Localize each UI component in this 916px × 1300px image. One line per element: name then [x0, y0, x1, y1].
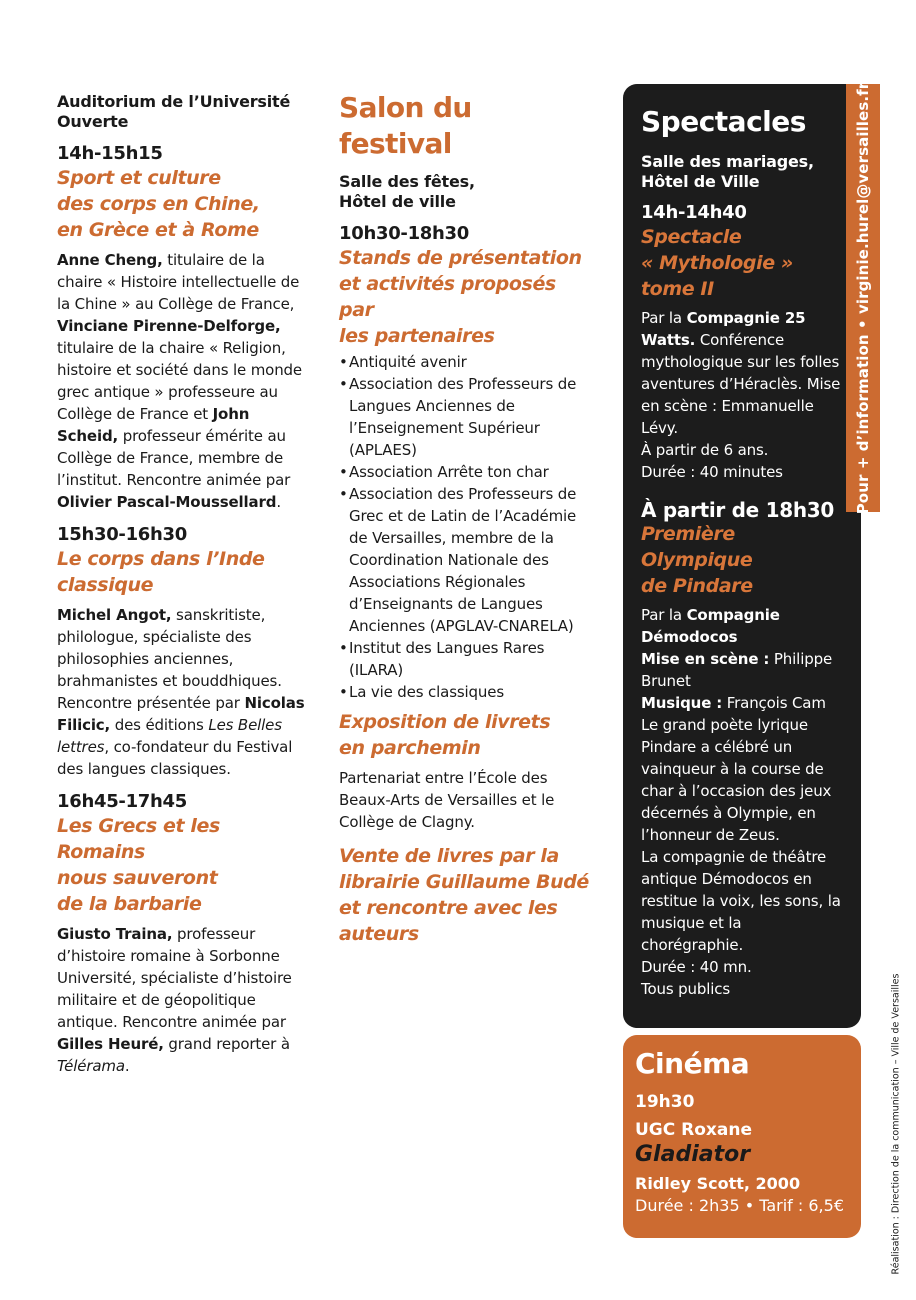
event-description: Anne Cheng, titulaire de la chaire « Histoire intellectuelle de la Chine » au Collège de France, Vinciane Pirenne-Delforge, titulaire de la chaire « Religion, histoire et société dans le monde grec antique » professeure au Collège de France et John Scheid, professeur émérite au Collège de France, membre de l’institut. Rencontre animée par Olivier Pascal-Moussellard. [57, 251, 303, 511]
list-item: • Institut des Langues Rares (ILARA) [339, 637, 589, 681]
event-description: Par la Compagnie Démodocos Mise en scène : Philippe Brunet Musique : François Cam Le grand poète lyrique Pindare a célébré un vainqueur à la course de char à l’occasion des jeux décernés à Olympie, en l’honneur de Zeus. La compagnie de théâtre antique Démodocos en restitue la voix, les sons, la musique et la chorégraphie. Durée : 40 mn. Tous publics [641, 606, 841, 998]
film-title: Gladiator [635, 1142, 751, 1167]
venue-salle-des-mariages: Salle des mariages, Hôtel de Ville [641, 152, 814, 191]
event-time: 16h45-17h45 [57, 791, 187, 812]
list-item: • Association Arrête ton char [339, 461, 589, 483]
list-item: • Association des Professeurs de Grec et de Latin de l’Académie de Versailles, membre de la Coordination Nationale des Associations Régionales d’Enseignants de Langues Anciennes (APGLAV-CNARELA) [339, 483, 589, 637]
list-item: • Antiquité avenir [339, 351, 589, 373]
event-description: Partenariat entre l’École des Beaux-Arts de Versailles et le Collège de Clagny. [339, 769, 555, 831]
auditorium-column [57, 92, 307, 1077]
spectacles-panel [623, 84, 861, 1028]
event-title: Spectacle « Mythologie » tome II [641, 226, 793, 300]
event-description: Par la Compagnie 25 Watts. Conférence mythologique sur les folles aventures d’Héraclès. Mise en scène : Emmanuelle Lévy. À partir de 6 ans. Durée : 40 minutes [641, 309, 841, 481]
film-details: Durée : 2h35 • Tarif : 6,5€ [635, 1196, 844, 1215]
event-title: Stands de présentation et activités proposés par les partenaires [339, 247, 582, 347]
event-time: 14h-15h15 [57, 143, 163, 164]
venue-salle-des-fetes: Salle des fêtes, Hôtel de ville [339, 172, 475, 211]
event-time: 19h30 [635, 1092, 695, 1112]
event-time: À partir de 18h30 [641, 498, 835, 522]
event-description: Giusto Traina, professeur d’histoire romaine à Sorbonne Université, spécialiste d’histoire militaire et de géopolitique antique. Rencontre animée par Gilles Heuré, grand reporter à Télérama. [57, 925, 292, 1075]
list-item: • Association des Professeurs de Langues Anciennes de l’Enseignement Supérieur (APLAES) [339, 373, 589, 461]
event-title: Vente de livres par la librairie Guillaume Budé et rencontre avec les auteurs [339, 845, 589, 945]
section-heading: Cinéma [635, 1047, 750, 1080]
event-title: Exposition de livrets en parchemin [339, 711, 551, 759]
event-time: 14h-14h40 [641, 202, 747, 223]
event-time: 15h30-16h30 [57, 524, 187, 545]
event-title: Première Olympique de Pindare [641, 523, 753, 597]
contact-info: Pour + d’information • virginie.hurel@versailles.fr [854, 81, 872, 515]
list-item: • La vie des classiques [339, 681, 589, 703]
event-title: Sport et culture des corps en Chine, en Grèce et à Rome [57, 167, 260, 241]
cinema-venue: UGC Roxane [635, 1120, 752, 1140]
credit-text: Réalisation : Direction de la communication – Ville de Versailles [890, 973, 902, 1275]
event-time: 10h30-18h30 [339, 223, 469, 244]
film-director: Ridley Scott, 2000 [635, 1174, 801, 1193]
contact-band [846, 81, 880, 515]
salon-column [339, 92, 589, 947]
partners-list [339, 351, 589, 703]
venue-auditorium: Auditorium de l’Université Ouverte [57, 92, 291, 131]
section-heading: Spectacles [641, 105, 806, 138]
event-description: Michel Angot, sanskritiste, philologue, spécialiste des philosophies anciennes, brahmanistes et bouddhiques. Rencontre présentée par Nicolas Filicic, des éditions Les Belles lettres, co-fondateur du Festival des langues classiques. [57, 606, 305, 778]
cinema-panel [623, 1035, 861, 1238]
event-title: Les Grecs et les Romains nous sauveront de la barbarie [57, 815, 220, 915]
section-heading: Salon du festival [339, 91, 472, 160]
event-title: Le corps dans l’Inde classique [57, 548, 265, 596]
